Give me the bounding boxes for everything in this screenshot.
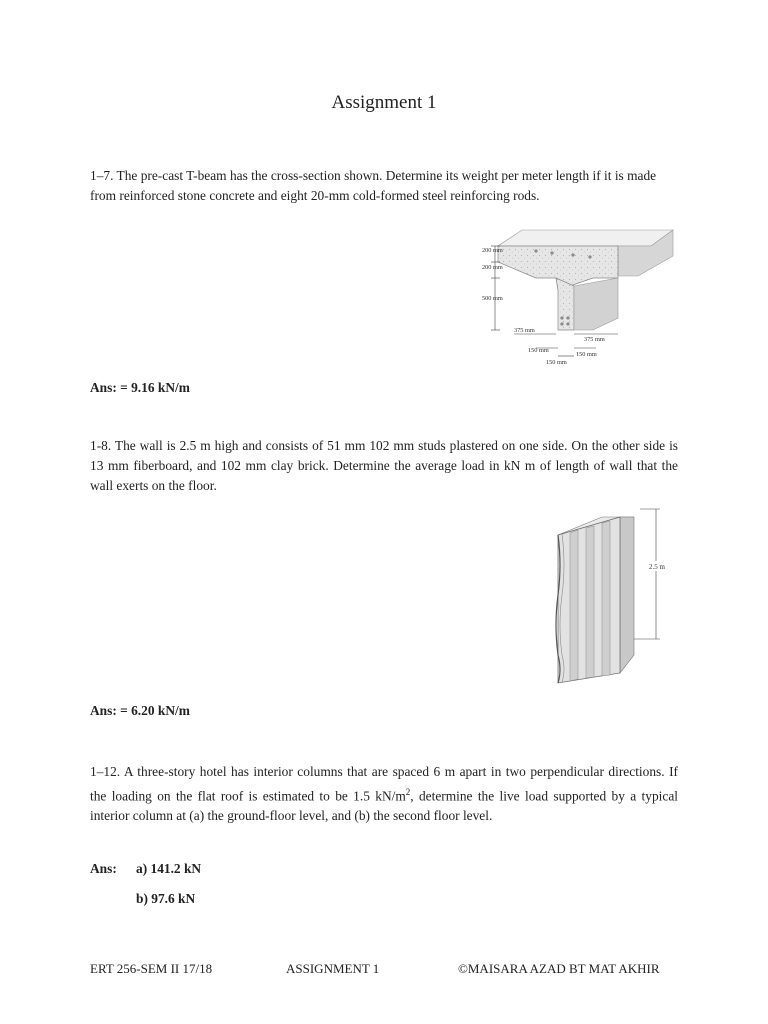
answer-1-12-a: a) 141.2 kN: [136, 861, 202, 876]
wall-figure: [548, 505, 678, 685]
footer-author: ©MAISARA AZAD BT MAT AKHIR: [458, 961, 660, 976]
dim-200mm-mid: 200 mm: [482, 264, 503, 271]
answer-1-12-b: b) 97.6 kN: [136, 891, 196, 906]
dim-375mm-right: 375 mm: [584, 336, 605, 343]
answer-1-12-label: Ans:: [90, 861, 117, 876]
t-beam-figure: [478, 218, 683, 368]
footer-course: ERT 256-SEM II 17/18: [90, 961, 213, 976]
answer-1-7: Ans: = 9.16 kN/m: [90, 380, 190, 395]
problem-1-12-superscript: 2: [405, 787, 411, 797]
dim-150mm-right: 150 mm: [576, 351, 597, 358]
dim-500mm: 500 mm: [482, 295, 503, 302]
footer-title: ASSIGNMENT 1: [286, 961, 380, 976]
problem-1-7-text: 1–7. The pre-cast T-beam has the cross-section shown. Determine its weight per meter length if it is made from reinforced stone concrete and eight 20-mm cold-formed steel reinforcing rods.: [90, 168, 657, 203]
dim-150mm-left: 150 mm: [528, 347, 549, 354]
dim-200mm-top: 200 mm: [482, 247, 503, 254]
dim-150mm-bottom: 150 mm: [546, 359, 567, 366]
problem-1-12-text-after: , determine the live load supported by a typical interior column at (a) the ground-floor level, and (b) the second floor level.: [90, 788, 678, 824]
problem-1-8-text: 1-8. The wall is 2.5 m high and consists of 51 mm 102 mm studs plastered on one side. On the other side is 13 mm fiberboard, and 102 mm clay brick. Determine the average load in kN m of length of wall that the wall exerts on the floor.: [90, 438, 678, 493]
answer-1-8: Ans: = 6.20 kN/m: [90, 703, 190, 718]
problem-1-12-text: [90, 762, 678, 826]
problem-1-12-text-before: 1–12. A three-story hotel has interior columns that are spaced 6 m apart in two perpendicular directions. If the loading on the flat roof is estimated to be 1.5 kN/m: [90, 764, 678, 804]
dim-2-5m: 2.5 m: [649, 563, 665, 571]
dim-375mm-left: 375 mm: [514, 327, 535, 334]
page-title: Assignment 1: [331, 92, 437, 113]
